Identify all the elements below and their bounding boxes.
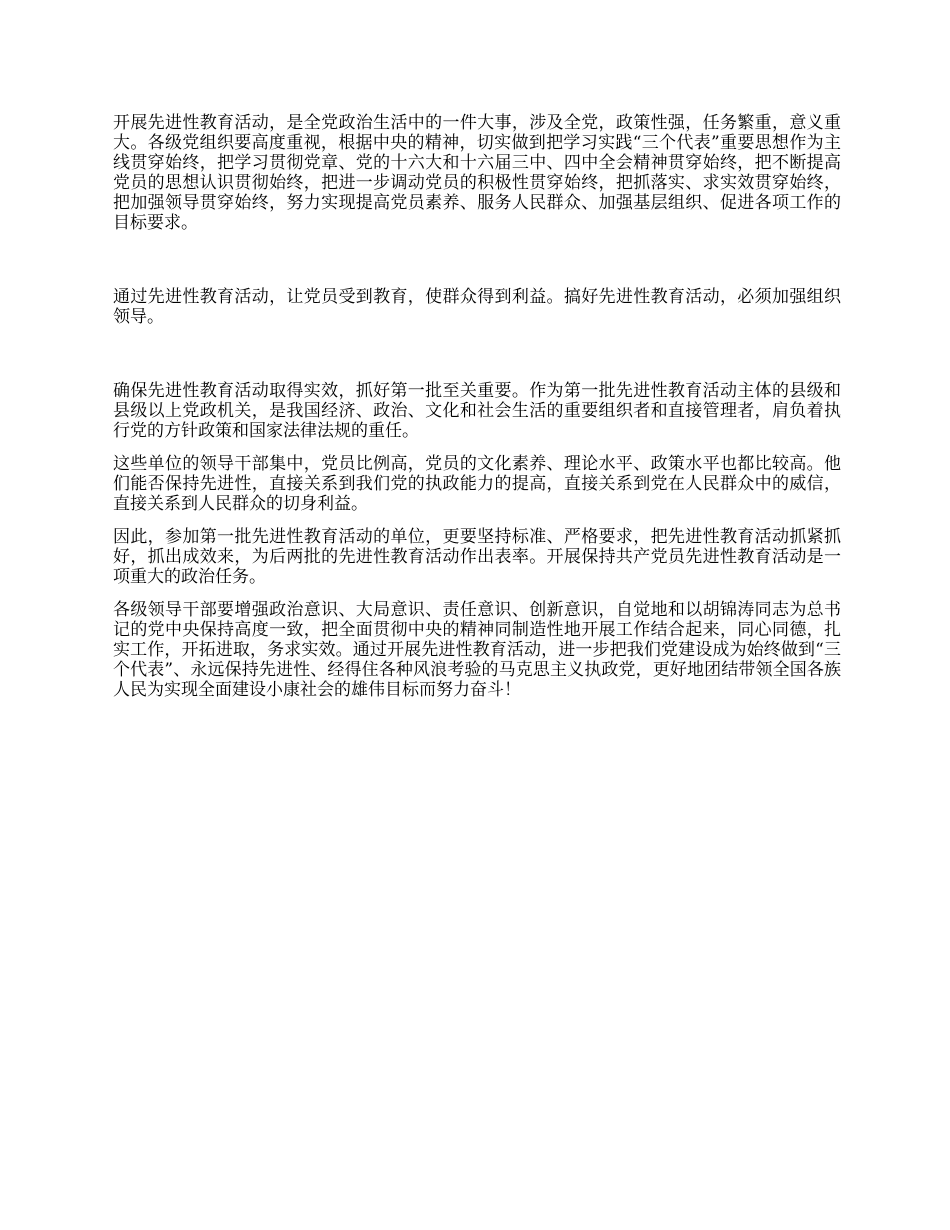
paragraph-4: 这些单位的领导干部集中，党员比例高，党员的文化素养、理论水平、政策水平也都比较高。他们能否保持先进性，直接关系到我们党的执政能力的提高，直接关系到党在人民群众中的威信，直接关系到人民群众的切身利益。 <box>113 454 841 514</box>
document-body <box>113 113 841 700</box>
paragraph-3: 确保先进性教育活动取得实效，抓好第一批至关重要。作为第一批先进性教育活动主体的县级和县级以上党政机关，是我国经济、政治、文化和社会生活的重要组织者和直接管理者，肩负着执行党的方针政策和国家法律法规的重任。 <box>113 381 841 441</box>
paragraph-2: 通过先进性教育活动，让党员受到教育，使群众得到利益。搞好先进性教育活动，必须加强组织领导。 <box>113 287 841 327</box>
paragraph-6: 各级领导干部要增强政治意识、大局意识、责任意识、创新意识，自觉地和以胡锦涛同志为总书记的党中央保持高度一致，把全面贯彻中央的精神同制造性地开展工作结合起来，同心同德，扎实工作，开拓进取，务求实效。通过开展先进性教育活动，进一步把我们党建设成为始终做到“三个代表”、永远保持先进性、经得住各种风浪考验的马克思主义执政党，更好地团结带领全国各族人民为实现全面建设小康社会的雄伟目标而努力奋斗！ <box>113 600 841 700</box>
paragraph-1: 开展先进性教育活动，是全党政治生活中的一件大事，涉及全党，政策性强，任务繁重，意义重大。各级党组织要高度重视，根据中央的精神，切实做到把学习实践“三个代表”重要思想作为主线贯穿始终，把学习贯彻党章、党的十六大和十六届三中、四中全会精神贯穿始终，把不断提高党员的思想认识贯彻始终，把进一步调动党员的积极性贯穿始终，把抓落实、求实效贯穿始终，把加强领导贯穿始终，努力实现提高党员素养、服务人民群众、加强基层组织、促进各项工作的目标要求。 <box>113 113 841 233</box>
paragraph-5: 因此，参加第一批先进性教育活动的单位，更要坚持标准、严格要求，把先进性教育活动抓紧抓好，抓出成效来，为后两批的先进性教育活动作出表率。开展保持共产党员先进性教育活动是一项重大的政治任务。 <box>113 527 841 587</box>
